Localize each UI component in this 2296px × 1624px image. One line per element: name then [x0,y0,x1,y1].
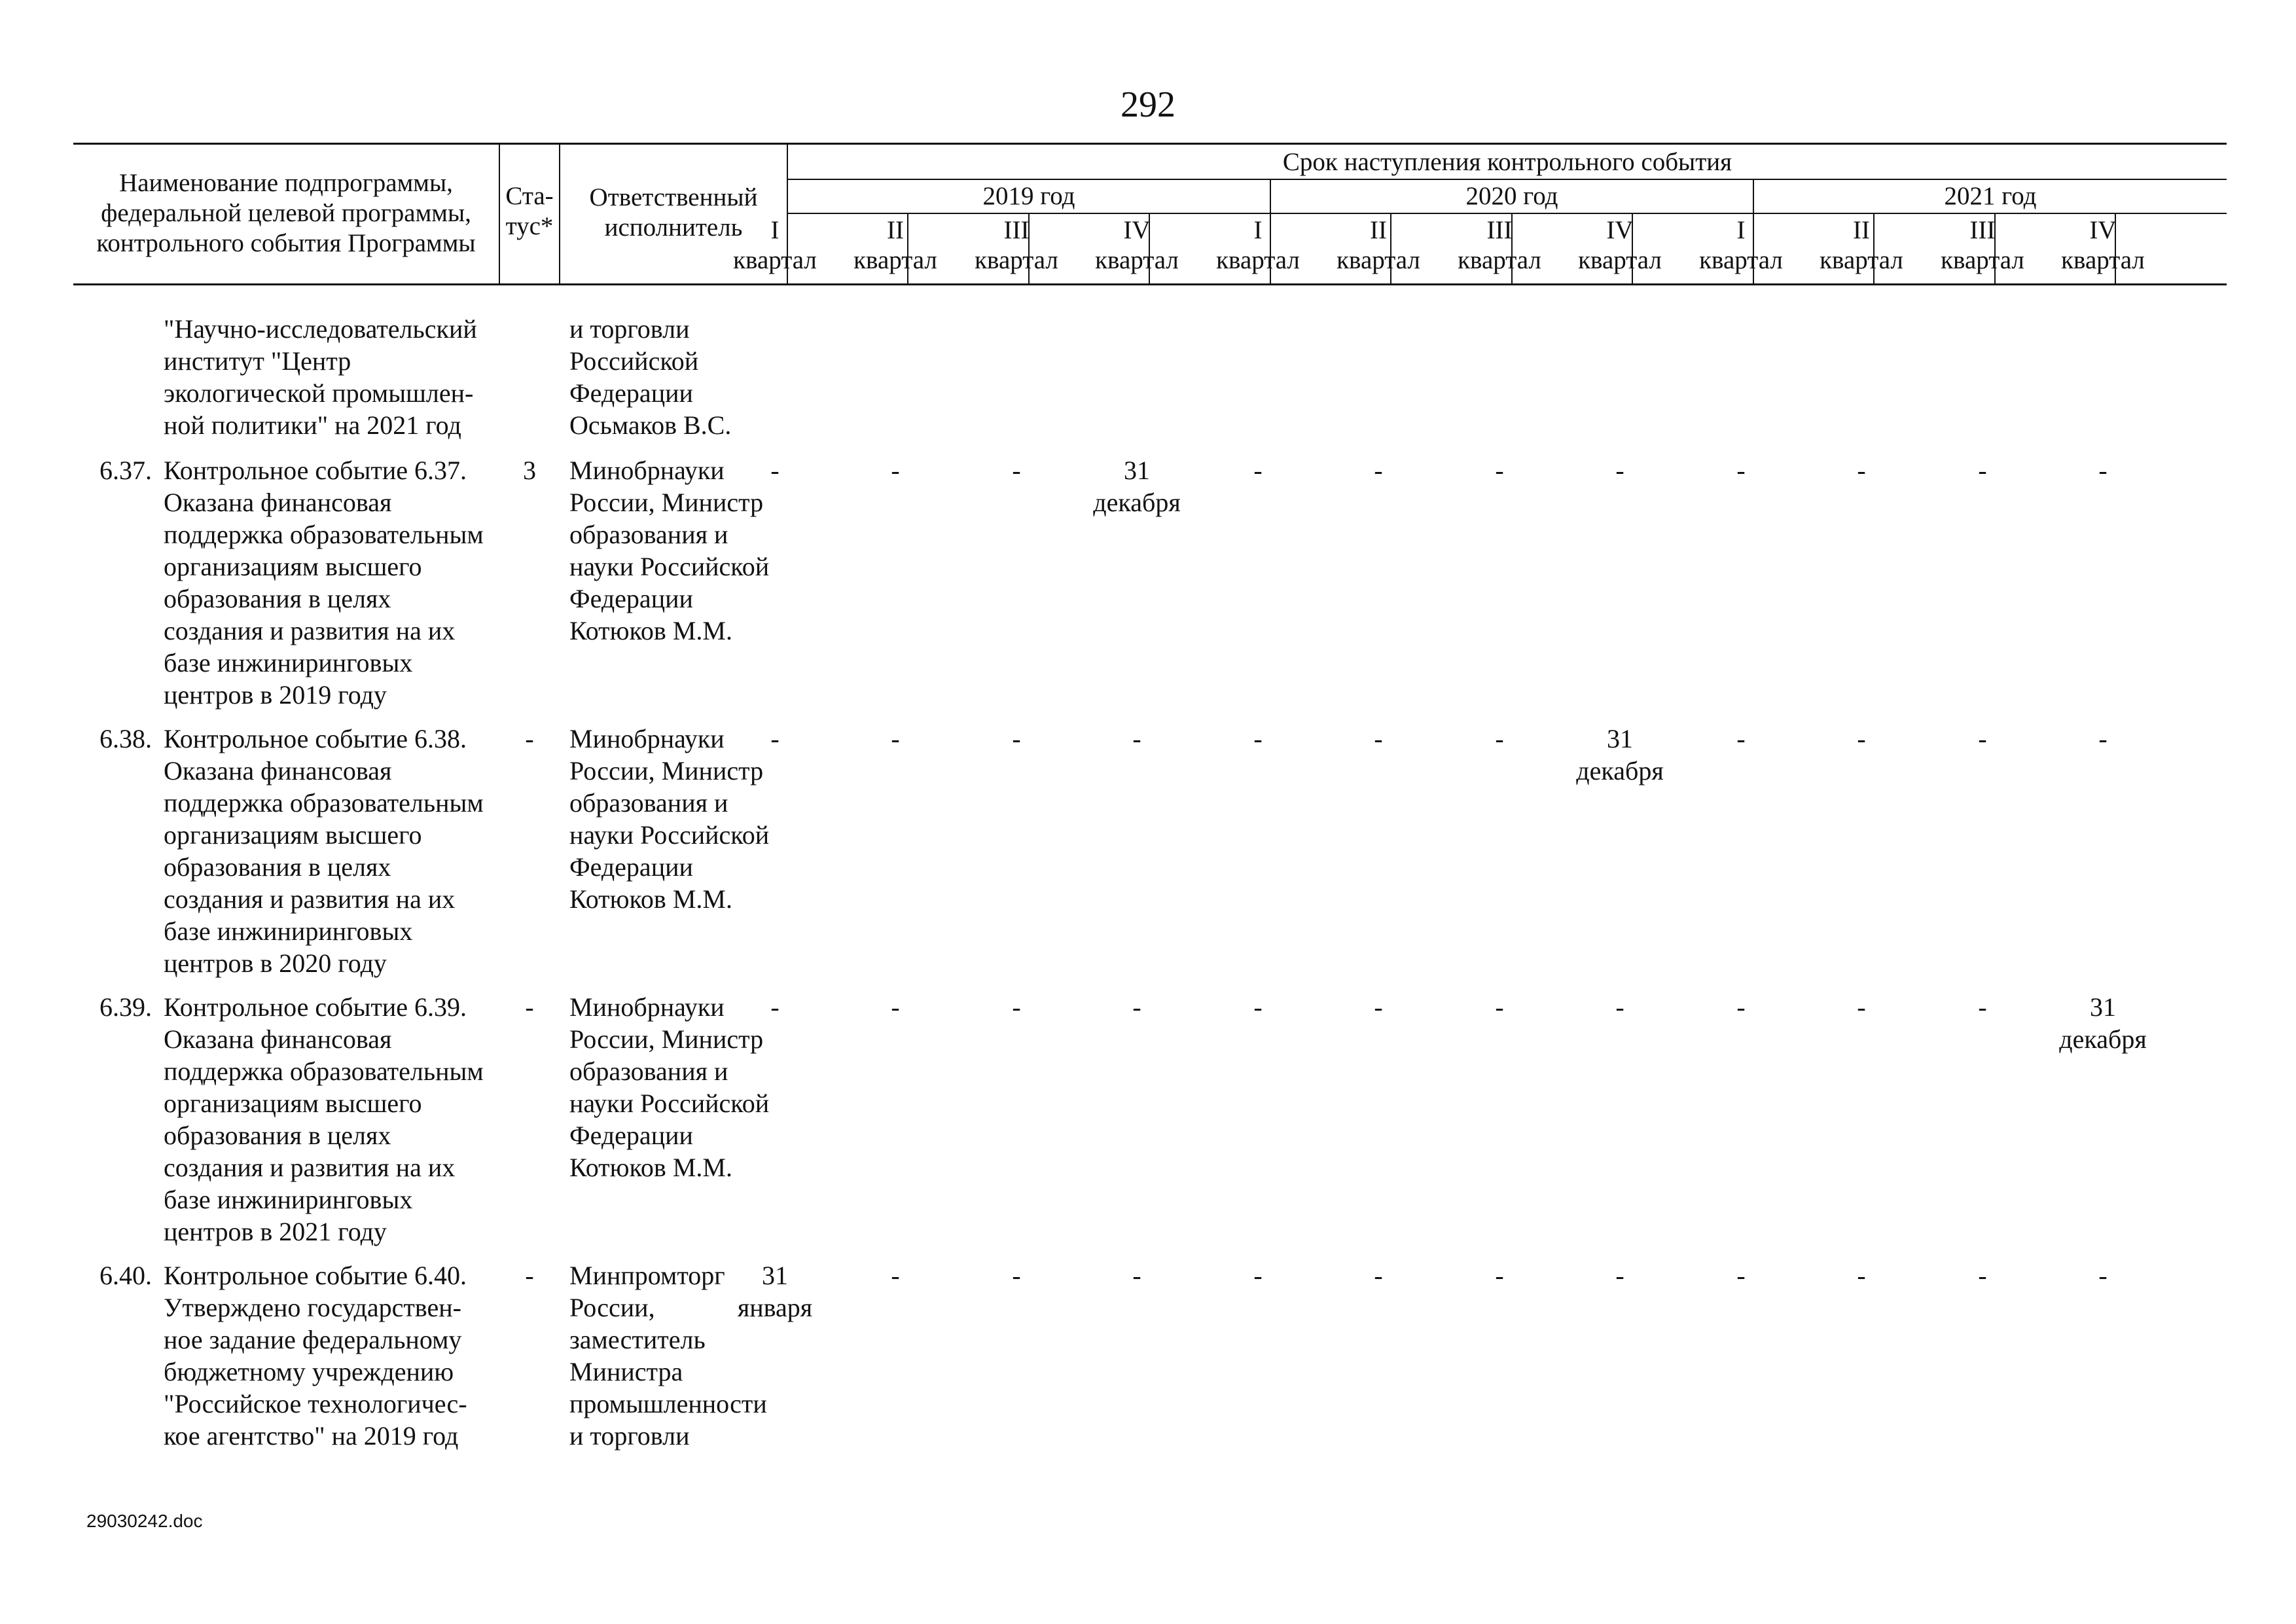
quarter-cell [1077,723,1197,755]
quarter-cell-line: - [1012,1261,1021,1290]
quarter-cell-line: декабря [2059,1024,2147,1054]
quarter-cell [1681,723,1801,755]
quarter-cell-line: 31 [1124,456,1150,485]
header-name [73,168,499,259]
quarter-cell-line: - [1495,456,1504,485]
quarter-cell [1681,991,1801,1023]
quarter-cell [1439,723,1560,755]
quarter-cell-line: - [1978,456,1987,485]
executor-line: Минобрнауки [569,992,725,1022]
header-quarter [1560,215,1680,276]
event-name-line: Контрольное событие 6.38. [164,724,467,753]
quarter-cell-line: - [1857,1261,1866,1290]
header-year-2020: 2020 год [1465,182,1558,210]
quarter-cell-line: - [1012,456,1021,485]
row-executor [569,313,731,441]
executor-line: науки Российской [569,552,770,581]
quarter-cell [835,991,956,1023]
event-name-line: Контрольное событие 6.39. [164,992,467,1022]
event-name-line: образования в целях [164,584,391,613]
executor-line: Котюков М.М. [569,616,732,645]
quarter-cell-line: - [770,724,780,753]
quarter-cell-line: - [770,456,780,485]
header-name-line: контрольного события Программы [96,229,476,257]
header-quarter-numeral: II [1853,216,1870,244]
quarter-cell [1318,454,1439,486]
event-name-line: поддержка образовательным [164,520,484,549]
quarter-cell [1922,723,2043,755]
event-name-line: Оказана финансовая [164,756,392,785]
quarter-cell-line: - [1736,724,1746,753]
event-name-line: экологической промышлен- [164,378,474,408]
quarter-cell-line: - [1132,724,1141,753]
quarter-cell-line: - [1857,992,1866,1022]
quarter-cell [835,1259,956,1291]
quarter-cell [1198,991,1318,1023]
executor-line: Минобрнауки [569,456,725,485]
quarter-cell-line: - [1374,724,1383,753]
header-quarter-numeral: IV [1123,216,1151,244]
header-quarter-word: квартал [1699,246,1783,274]
quarter-cell-line: - [1132,992,1141,1022]
quarter-cell-line: декабря [1576,756,1664,785]
header-quarter-word: квартал [733,246,817,274]
executor-line: науки Российской [569,820,770,850]
executor-line: промышленности [569,1389,767,1418]
executor-line: России, [569,1293,655,1322]
event-name-line: поддержка образовательным [164,788,484,818]
quarter-cell [1439,1259,1560,1291]
quarter-cell-line: 31 [1607,724,1633,753]
header-quarter [1439,215,1560,276]
quarter-cell [715,723,835,755]
header-quarter [715,215,835,276]
header-status-line: Ста- [505,182,554,210]
quarter-cell [715,1259,835,1324]
quarter-cell [835,723,956,755]
quarter-cell-line: - [891,1261,900,1290]
header-quarter-numeral: III [1486,216,1513,244]
header-quarter-numeral: IV [2089,216,2117,244]
quarter-cell [1439,991,1560,1023]
quarter-cell [1318,1259,1439,1291]
quarter-cell-line: - [1495,724,1504,753]
event-name-line: центров в 2019 году [164,680,387,710]
header-quarter [1198,215,1318,276]
event-name-line: кое агентство" на 2019 год [164,1421,459,1451]
event-name-line: ной политики" на 2021 год [164,410,461,440]
event-name-line: создания и развития на их [164,884,456,914]
quarter-cell-line: - [1615,992,1624,1022]
quarter-cell-line: - [891,456,900,485]
quarter-cell [835,454,956,486]
quarter-cell [956,991,1077,1023]
quarter-cell [2043,723,2163,755]
event-name-line: Оказана финансовая [164,488,392,517]
event-name-line: создания и развития на их [164,616,456,645]
header-quarter-word: квартал [1820,246,1903,274]
quarter-cell-line: - [770,992,780,1022]
header-quarter-numeral: I [770,216,780,244]
quarter-cell [1439,454,1560,486]
executor-line: России, Министр [569,488,764,517]
header-status-line: тус* [505,212,554,240]
row-status: - [525,1261,534,1290]
quarter-cell-line: - [1857,724,1866,753]
row-event-name [164,723,484,979]
header-name-line: Наименование подпрограммы, [119,169,453,197]
quarter-cell [1801,1259,1922,1291]
quarter-cell [1198,454,1318,486]
quarter-cell [715,991,835,1023]
header-quarter-word: квартал [1458,246,1541,274]
header-quarter-numeral: I [1253,216,1263,244]
event-name-line: базе инжиниринговых [164,1185,413,1214]
event-name-line: базе инжиниринговых [164,648,413,677]
header-year-2021: 2021 год [1944,182,2037,210]
executor-line: Федерации [569,584,693,613]
quarter-cell-line: - [1374,992,1383,1022]
row-event-name [164,1259,467,1452]
header-quarter [835,215,956,276]
quarter-cell [1318,723,1439,755]
quarter-cell [1801,454,1922,486]
quarter-cell [1198,1259,1318,1291]
executor-line: Федерации [569,1121,693,1150]
event-name-line: Контрольное событие 6.37. [164,456,467,485]
quarter-cell-line: 31 [762,1261,788,1290]
event-name-line: образования в целях [164,852,391,882]
quarter-cell [715,454,835,486]
header-year-2019: 2019 год [982,182,1075,210]
quarter-cell [1681,454,1801,486]
event-name-line: "Научно-исследовательский [164,314,477,344]
quarter-cell-line: - [1736,992,1746,1022]
event-name-line: организациям высшего [164,552,422,581]
quarter-cell [1318,991,1439,1023]
header-quarter [1077,215,1197,276]
quarter-cell [956,1259,1077,1291]
quarter-cell-line: - [1978,992,1987,1022]
executor-line: образования и [569,788,728,818]
header-quarter [1922,215,2043,276]
event-name-line: организациям высшего [164,1089,422,1118]
event-name-line: образования в целях [164,1121,391,1150]
footer-filename: 29030242.doc [86,1511,203,1531]
row-status: - [525,992,534,1022]
header-executor-line: Ответственный [589,183,758,211]
header-quarter-word: квартал [853,246,937,274]
header-quarter [1318,215,1439,276]
quarter-cell-line: 31 [2090,992,2116,1022]
event-name-line: бюджетному учреждению [164,1357,454,1386]
header-quarter-numeral: II [887,216,904,244]
event-name-line: создания и развития на их [164,1153,456,1182]
row-status: 3 [523,456,536,485]
header-quarter-word: квартал [1578,246,1662,274]
executor-line: образования и [569,1056,728,1086]
header-executor-line: исполнитель [604,213,743,242]
header-quarter-numeral: I [1736,216,1746,244]
header-quarter-word: квартал [2061,246,2145,274]
executor-line: науки Российской [569,1089,770,1118]
event-name-line: базе инжиниринговых [164,916,413,946]
quarter-cell [1922,1259,2043,1291]
header-quarter-word: квартал [975,246,1058,274]
header-deadline: Срок наступления контрольного события [1282,148,1732,176]
header-quarter-numeral: II [1370,216,1387,244]
quarter-cell-line: января [737,1293,813,1322]
page-number: 292 [1121,84,1175,125]
executor-line: заместитель [569,1325,706,1354]
quarter-cell [956,723,1077,755]
row-status: - [525,724,534,753]
header-quarter-word: квартал [1095,246,1179,274]
quarter-cell-line: - [1012,992,1021,1022]
row-number: 6.39. [99,992,152,1022]
event-name-line: центров в 2020 году [164,948,387,978]
header-quarter-word: квартал [1336,246,1420,274]
event-name-line: "Российское технологичес- [164,1389,467,1418]
executor-line: Федерации [569,852,693,882]
header-quarter [956,215,1077,276]
quarter-cell [1560,991,1680,1023]
row-event-name [164,454,484,711]
executor-line: России, Министр [569,1024,764,1054]
quarter-cell-line: - [1374,456,1383,485]
quarter-cell [1560,454,1680,486]
quarter-cell [1198,723,1318,755]
quarter-cell-line: декабря [1093,488,1181,517]
executor-line: и торговли [569,314,690,344]
row-number: 6.38. [99,724,152,753]
row-number: 6.40. [99,1261,152,1290]
quarter-cell [1801,991,1922,1023]
quarter-cell [956,454,1077,486]
header-quarter [1801,215,1922,276]
executor-line: Министра [569,1357,683,1386]
quarter-cell-line: - [891,724,900,753]
executor-line: образования и [569,520,728,549]
executor-line: Котюков М.М. [569,1153,732,1182]
quarter-cell-line: - [1253,1261,1263,1290]
header-quarter-word: квартал [1941,246,2024,274]
quarter-cell [1077,454,1197,518]
quarter-cell-line: - [1736,456,1746,485]
quarter-cell [2043,991,2163,1055]
quarter-cell [2043,1259,2163,1291]
quarter-cell-line: - [1978,724,1987,753]
row-event-name [164,313,477,441]
quarter-cell-line: - [1374,1261,1383,1290]
quarter-cell-line: - [1736,1261,1746,1290]
table-header [73,143,2227,285]
quarter-cell-line: - [1495,1261,1504,1290]
quarter-cell-line: - [2098,1261,2108,1290]
quarter-cell-line: - [1615,1261,1624,1290]
quarter-cell [1077,991,1197,1023]
executor-line: и торговли [569,1421,690,1451]
header-quarter-word: квартал [1216,246,1300,274]
quarter-cell-line: - [1615,456,1624,485]
event-name-line: ное задание федеральному [164,1325,462,1354]
quarter-cell [1922,991,2043,1023]
header-status [500,181,559,242]
quarter-cell-line: - [2098,456,2108,485]
event-name-line: поддержка образовательным [164,1056,484,1086]
quarter-cell [1560,723,1680,787]
header-name-line: федеральной целевой программы, [101,199,471,227]
header-quarter-numeral: III [1969,216,1996,244]
event-name-line: Контрольное событие 6.40. [164,1261,467,1290]
executor-line: России, Министр [569,756,764,785]
event-name-line: центров в 2021 году [164,1217,387,1246]
quarter-cell-line: - [1857,456,1866,485]
event-name-line: Утверждено государствен- [164,1293,461,1322]
quarter-cell-line: - [1495,992,1504,1022]
executor-line: Минобрнауки [569,724,725,753]
event-name-line: организациям высшего [164,820,422,850]
event-name-line: Оказана финансовая [164,1024,392,1054]
executor-line: Осьмаков В.С. [569,410,732,440]
row-number: 6.37. [99,456,152,485]
quarter-cell [1922,454,2043,486]
event-name-line: институт "Центр [164,346,351,376]
quarter-cell-line: - [1253,456,1263,485]
executor-line: Котюков М.М. [569,884,732,914]
quarter-cell-line: - [1012,724,1021,753]
quarter-cell-line: - [2098,724,2108,753]
quarter-cell-line: - [891,992,900,1022]
header-quarter [2043,215,2163,276]
quarter-cell [1681,1259,1801,1291]
quarter-cell [2043,454,2163,486]
header-quarter-numeral: III [1003,216,1030,244]
header-quarter [1681,215,1801,276]
header-quarter-numeral: IV [1606,216,1634,244]
row-event-name [164,991,484,1248]
executor-line: Федерации [569,378,693,408]
quarter-cell-line: - [1253,724,1263,753]
quarter-cell [1077,1259,1197,1291]
executor-line: Минпромторг [569,1261,725,1290]
quarter-cell-line: - [1253,992,1263,1022]
quarter-cell-line: - [1978,1261,1987,1290]
executor-line: Российской [569,346,699,376]
quarter-cell-line: - [1132,1261,1141,1290]
quarter-cell [1801,723,1922,755]
quarter-cell [1560,1259,1680,1291]
